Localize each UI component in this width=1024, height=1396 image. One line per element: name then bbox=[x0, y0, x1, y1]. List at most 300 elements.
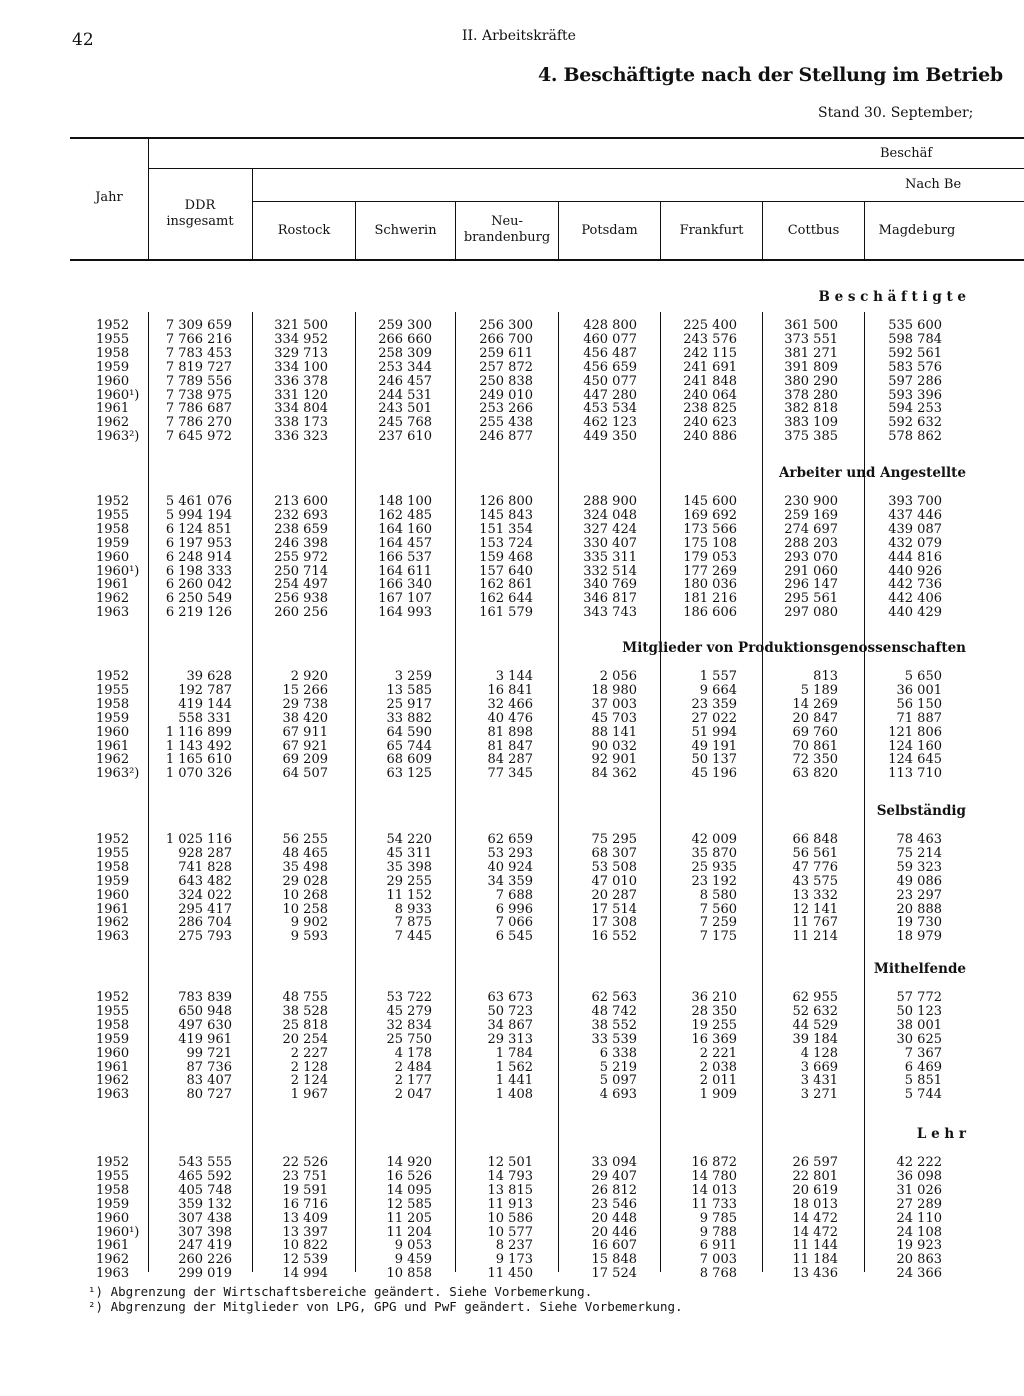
table-cell: 28 350 bbox=[691, 1003, 737, 1019]
table-cell: 169 692 bbox=[683, 507, 737, 523]
table-cell: 1 070 326 bbox=[165, 766, 232, 782]
table-row bbox=[0, 361, 1024, 375]
table-cell: 9 902 bbox=[290, 915, 328, 931]
table-row bbox=[0, 861, 1024, 875]
table-cell: 20 254 bbox=[282, 1031, 328, 1047]
table-row bbox=[0, 523, 1024, 537]
table-cell: 296 147 bbox=[784, 577, 838, 593]
table-cell: 12 539 bbox=[282, 1252, 328, 1268]
table-cell: 51 994 bbox=[691, 724, 737, 740]
table-cell: 593 396 bbox=[888, 387, 942, 403]
table-cell: 15 848 bbox=[591, 1252, 637, 1268]
table-cell: 11 214 bbox=[792, 929, 838, 945]
table-row bbox=[0, 578, 1024, 592]
table-cell: 9 459 bbox=[394, 1252, 432, 1268]
table-row bbox=[0, 740, 1024, 754]
table-cell: 295 561 bbox=[784, 591, 838, 607]
table-cell: 80 727 bbox=[186, 1087, 232, 1103]
row-year: 1962 bbox=[96, 415, 130, 431]
table-cell: 32 834 bbox=[386, 1017, 432, 1033]
table-row bbox=[0, 903, 1024, 917]
row-year: 1959 bbox=[96, 359, 130, 375]
table-cell: 225 400 bbox=[683, 318, 737, 333]
row-year: 1955 bbox=[96, 1168, 130, 1184]
table-cell: 14 472 bbox=[792, 1224, 838, 1240]
table-cell: 164 993 bbox=[378, 605, 432, 621]
row-year: 1959 bbox=[96, 535, 130, 551]
row-year: 1958 bbox=[96, 521, 130, 537]
row-year: 1960¹) bbox=[96, 563, 140, 579]
table-cell: 14 472 bbox=[792, 1210, 838, 1226]
table-cell: 24 110 bbox=[896, 1210, 942, 1226]
table-cell: 113 710 bbox=[888, 766, 942, 782]
table-cell: 465 592 bbox=[178, 1168, 232, 1184]
table-cell: 7 003 bbox=[699, 1252, 737, 1268]
table-cell: 380 290 bbox=[784, 373, 838, 389]
table-cell: 8 237 bbox=[495, 1238, 533, 1254]
table-cell: 66 848 bbox=[792, 832, 838, 847]
table-cell: 583 576 bbox=[888, 359, 942, 375]
table-cell: 23 546 bbox=[591, 1196, 637, 1212]
table-cell: 3 144 bbox=[495, 669, 533, 684]
table-cell: 56 561 bbox=[792, 845, 838, 861]
table-cell: 232 693 bbox=[274, 507, 328, 523]
table-cell: 240 064 bbox=[683, 387, 737, 403]
body-col-rule bbox=[864, 312, 865, 1272]
table-cell: 543 555 bbox=[178, 1155, 232, 1170]
table-cell: 186 606 bbox=[683, 605, 737, 621]
table-cell: 47 776 bbox=[792, 859, 838, 875]
table-cell: 334 804 bbox=[274, 401, 328, 417]
header-total-line2: insgesamt bbox=[166, 214, 234, 229]
table-cell: 440 926 bbox=[888, 563, 942, 579]
table-cell: 7 560 bbox=[699, 901, 737, 917]
table-cell: 20 287 bbox=[591, 887, 637, 903]
table-cell: 7 309 659 bbox=[165, 318, 232, 333]
table-cell: 11 152 bbox=[386, 887, 432, 903]
table-cell: 5 994 194 bbox=[165, 507, 232, 523]
table-cell: 56 255 bbox=[282, 832, 328, 847]
row-year: 1960 bbox=[96, 887, 130, 903]
table-cell: 8 580 bbox=[699, 887, 737, 903]
table-cell: 14 269 bbox=[792, 696, 838, 712]
table-cell: 307 438 bbox=[178, 1210, 232, 1226]
table-cell: 327 424 bbox=[583, 521, 637, 537]
table-cell: 11 204 bbox=[386, 1224, 432, 1240]
table-row bbox=[0, 389, 1024, 403]
table-cell: 7 367 bbox=[904, 1045, 942, 1061]
table-cell: 7 786 687 bbox=[165, 401, 232, 417]
table-cell: 22 526 bbox=[282, 1155, 328, 1170]
table-cell: 453 534 bbox=[583, 401, 637, 417]
table-cell: 23 297 bbox=[896, 887, 942, 903]
table-cell: 56 150 bbox=[896, 696, 942, 712]
table-cell: 237 610 bbox=[378, 429, 432, 445]
table-cell: 192 787 bbox=[178, 682, 232, 698]
table-cell: 295 417 bbox=[178, 901, 232, 917]
row-year: 1963 bbox=[96, 1087, 130, 1103]
table-cell: 5 461 076 bbox=[165, 494, 232, 509]
table-cell: 87 736 bbox=[186, 1059, 232, 1075]
table-cell: 26 597 bbox=[792, 1155, 838, 1170]
table-cell: 243 501 bbox=[378, 401, 432, 417]
table-cell: 38 552 bbox=[591, 1017, 637, 1033]
table-cell: 442 736 bbox=[888, 577, 942, 593]
table-cell: 19 923 bbox=[896, 1238, 942, 1254]
table-row bbox=[0, 1239, 1024, 1253]
table-cell: 4 178 bbox=[394, 1045, 432, 1061]
table-cell: 2 056 bbox=[599, 669, 637, 684]
table-cell: 274 697 bbox=[784, 521, 838, 537]
table-cell: 335 311 bbox=[583, 549, 637, 565]
table-cell: 14 793 bbox=[487, 1168, 533, 1184]
table-row bbox=[0, 875, 1024, 889]
row-year: 1962 bbox=[96, 915, 130, 931]
table-cell: 63 125 bbox=[386, 766, 432, 782]
table-cell: 63 673 bbox=[487, 990, 533, 1005]
table-cell: 260 256 bbox=[274, 605, 328, 621]
table-cell: 14 013 bbox=[691, 1182, 737, 1198]
row-year: 1952 bbox=[96, 832, 130, 847]
table-row bbox=[0, 1267, 1024, 1281]
table-row bbox=[0, 592, 1024, 606]
table-cell: 16 716 bbox=[282, 1196, 328, 1212]
table-cell: 18 979 bbox=[896, 929, 942, 945]
table-cell: 440 429 bbox=[888, 605, 942, 621]
row-year: 1962 bbox=[96, 1252, 130, 1268]
table-cell: 35 870 bbox=[691, 845, 737, 861]
table-row bbox=[0, 753, 1024, 767]
table-cell: 25 935 bbox=[691, 859, 737, 875]
table-cell: 8 768 bbox=[699, 1266, 737, 1282]
table-cell: 419 144 bbox=[178, 696, 232, 712]
table-cell: 405 748 bbox=[178, 1182, 232, 1198]
table-cell: 331 120 bbox=[274, 387, 328, 403]
row-year: 1960 bbox=[96, 373, 130, 389]
row-year: 1959 bbox=[96, 873, 130, 889]
table-cell: 2 221 bbox=[699, 1045, 737, 1061]
row-year: 1958 bbox=[96, 345, 130, 361]
table-row bbox=[0, 1226, 1024, 1240]
table-cell: 240 886 bbox=[683, 429, 737, 445]
row-year: 1961 bbox=[96, 1238, 130, 1254]
table-cell: 324 048 bbox=[583, 507, 637, 523]
table-cell: 250 838 bbox=[479, 373, 533, 389]
header-col-neubrandenburg-line2: brandenburg bbox=[463, 230, 551, 245]
table-cell: 14 994 bbox=[282, 1266, 328, 1282]
table-cell: 3 431 bbox=[800, 1073, 838, 1089]
row-year: 1963 bbox=[96, 1266, 130, 1282]
table-cell: 14 920 bbox=[386, 1155, 432, 1170]
row-year: 1955 bbox=[96, 331, 130, 347]
table-cell: 7 766 216 bbox=[165, 331, 232, 347]
table-cell: 124 160 bbox=[888, 738, 942, 754]
table-cell: 449 350 bbox=[583, 429, 637, 445]
table-row bbox=[0, 889, 1024, 903]
table-cell: 1 165 610 bbox=[165, 752, 232, 768]
table-row bbox=[0, 698, 1024, 712]
row-year: 1961 bbox=[96, 401, 130, 417]
table-cell: 44 529 bbox=[792, 1017, 838, 1033]
table-cell: 166 537 bbox=[378, 549, 432, 565]
table-cell: 62 563 bbox=[591, 990, 637, 1005]
table-cell: 23 192 bbox=[691, 873, 737, 889]
table-row bbox=[0, 416, 1024, 430]
table-cell: 598 784 bbox=[888, 331, 942, 347]
table-cell: 247 419 bbox=[178, 1238, 232, 1254]
table-cell: 340 769 bbox=[583, 577, 637, 593]
table-cell: 29 738 bbox=[282, 696, 328, 712]
table-cell: 9 593 bbox=[290, 929, 328, 945]
table-row bbox=[0, 1005, 1024, 1019]
table-cell: 53 508 bbox=[591, 859, 637, 875]
table-subtitle: Stand 30. September; bbox=[818, 105, 974, 121]
table-cell: 33 882 bbox=[386, 710, 432, 726]
table-cell: 43 575 bbox=[792, 873, 838, 889]
table-row bbox=[0, 670, 1024, 684]
table-cell: 535 600 bbox=[888, 318, 942, 333]
table-cell: 361 500 bbox=[784, 318, 838, 333]
table-cell: 249 010 bbox=[479, 387, 533, 403]
row-year: 1960 bbox=[96, 1210, 130, 1226]
table-cell: 13 397 bbox=[282, 1224, 328, 1240]
table-row bbox=[0, 1047, 1024, 1061]
table-cell: 1 441 bbox=[495, 1073, 533, 1089]
table-cell: 69 209 bbox=[282, 752, 328, 768]
table-cell: 36 098 bbox=[896, 1168, 942, 1184]
table-cell: 7 783 453 bbox=[165, 345, 232, 361]
table-row bbox=[0, 684, 1024, 698]
table-cell: 49 086 bbox=[896, 873, 942, 889]
body-col-rule bbox=[148, 312, 149, 1272]
table-row bbox=[0, 991, 1024, 1005]
table-cell: 45 279 bbox=[386, 1003, 432, 1019]
table-cell: 428 800 bbox=[583, 318, 637, 333]
body-col-rule bbox=[455, 312, 456, 1272]
table-cell: 230 900 bbox=[784, 494, 838, 509]
table-cell: 6 338 bbox=[599, 1045, 637, 1061]
table-row bbox=[0, 1198, 1024, 1212]
table-cell: 10 822 bbox=[282, 1238, 328, 1254]
table-cell: 162 644 bbox=[479, 591, 533, 607]
row-year: 1958 bbox=[96, 1182, 130, 1198]
table-cell: 1 562 bbox=[495, 1059, 533, 1075]
table-cell: 20 446 bbox=[591, 1224, 637, 1240]
table-cell: 266 660 bbox=[378, 331, 432, 347]
table-cell: 6 469 bbox=[904, 1059, 942, 1075]
row-year: 1952 bbox=[96, 494, 130, 509]
table-cell: 52 632 bbox=[792, 1003, 838, 1019]
table-cell: 330 407 bbox=[583, 535, 637, 551]
table-cell: 81 898 bbox=[487, 724, 533, 740]
table-cell: 324 022 bbox=[178, 887, 232, 903]
header-col-neubrandenburg-line1: Neu- bbox=[491, 214, 523, 229]
table-cell: 177 269 bbox=[683, 563, 737, 579]
table-cell: 288 900 bbox=[583, 494, 637, 509]
table-cell: 256 938 bbox=[274, 591, 328, 607]
body-col-rule bbox=[558, 312, 559, 1272]
table-cell: 597 286 bbox=[888, 373, 942, 389]
table-cell: 99 721 bbox=[186, 1045, 232, 1061]
table-cell: 393 700 bbox=[888, 494, 942, 509]
table-cell: 9 788 bbox=[699, 1224, 737, 1240]
table-cell: 151 354 bbox=[479, 521, 533, 537]
table-cell: 592 632 bbox=[888, 415, 942, 431]
table-cell: 359 132 bbox=[178, 1196, 232, 1212]
table-cell: 6 124 851 bbox=[165, 521, 232, 537]
table-cell: 241 848 bbox=[683, 373, 737, 389]
table-cell: 67 911 bbox=[282, 724, 328, 740]
table-cell: 29 313 bbox=[487, 1031, 533, 1047]
table-cell: 29 028 bbox=[282, 873, 328, 889]
row-year: 1960 bbox=[96, 1045, 130, 1061]
table-cell: 243 576 bbox=[683, 331, 737, 347]
row-year: 1952 bbox=[96, 990, 130, 1005]
table-cell: 7 789 556 bbox=[165, 373, 232, 389]
table-cell: 259 169 bbox=[784, 507, 838, 523]
table-cell: 9 785 bbox=[699, 1210, 737, 1226]
table-cell: 7 445 bbox=[394, 929, 432, 945]
row-year: 1961 bbox=[96, 1059, 130, 1075]
table-cell: 6 996 bbox=[495, 901, 533, 917]
table-cell: 213 600 bbox=[274, 494, 328, 509]
table-cell: 26 812 bbox=[591, 1182, 637, 1198]
table-cell: 27 022 bbox=[691, 710, 737, 726]
table-cell: 33 539 bbox=[591, 1031, 637, 1047]
table-row bbox=[0, 1061, 1024, 1075]
table-cell: 2 124 bbox=[290, 1073, 328, 1089]
section-title: B e s c h ä f t i g t e bbox=[818, 289, 966, 305]
table-cell: 38 528 bbox=[282, 1003, 328, 1019]
row-year: 1958 bbox=[96, 1017, 130, 1033]
table-cell: 53 293 bbox=[487, 845, 533, 861]
table-cell: 1 784 bbox=[495, 1045, 533, 1061]
table-row bbox=[0, 1212, 1024, 1226]
table-cell: 63 820 bbox=[792, 766, 838, 782]
table-cell: 1 143 492 bbox=[165, 738, 232, 754]
table-cell: 259 611 bbox=[479, 345, 533, 361]
table-cell: 16 552 bbox=[591, 929, 637, 945]
table-cell: 11 184 bbox=[792, 1252, 838, 1268]
table-cell: 1 557 bbox=[699, 669, 737, 684]
table-cell: 7 645 972 bbox=[165, 429, 232, 445]
table-cell: 11 767 bbox=[792, 915, 838, 931]
row-year: 1963 bbox=[96, 605, 130, 621]
table-cell: 11 205 bbox=[386, 1210, 432, 1226]
table-cell: 255 438 bbox=[479, 415, 533, 431]
table-cell: 813 bbox=[813, 669, 838, 684]
table-row bbox=[0, 1253, 1024, 1267]
table-cell: 275 793 bbox=[178, 929, 232, 945]
table-cell: 92 901 bbox=[591, 752, 637, 768]
table-cell: 256 300 bbox=[479, 318, 533, 333]
table-cell: 241 691 bbox=[683, 359, 737, 375]
table-cell: 9 173 bbox=[495, 1252, 533, 1268]
table-row bbox=[0, 767, 1024, 781]
table-cell: 4 128 bbox=[800, 1045, 838, 1061]
table-row bbox=[0, 1074, 1024, 1088]
table-cell: 13 409 bbox=[282, 1210, 328, 1226]
table-row bbox=[0, 1184, 1024, 1198]
table-cell: 13 436 bbox=[792, 1266, 838, 1282]
table-cell: 373 551 bbox=[784, 331, 838, 347]
table-cell: 126 800 bbox=[479, 494, 533, 509]
row-year: 1955 bbox=[96, 507, 130, 523]
header-top-rule bbox=[70, 137, 1024, 139]
header-col-rostock: Rostock bbox=[277, 223, 331, 238]
table-cell: 259 300 bbox=[378, 318, 432, 333]
chapter-heading: II. Arbeitskräfte bbox=[462, 28, 576, 44]
table-cell: 83 407 bbox=[186, 1073, 232, 1089]
table-cell: 329 713 bbox=[274, 345, 328, 361]
header-col-cottbus: Cottbus bbox=[787, 223, 840, 238]
table-cell: 167 107 bbox=[378, 591, 432, 607]
table-cell: 1 909 bbox=[699, 1087, 737, 1103]
table-cell: 10 258 bbox=[282, 901, 328, 917]
table-cell: 391 809 bbox=[784, 359, 838, 375]
table-cell: 13 332 bbox=[792, 887, 838, 903]
table-row bbox=[0, 1088, 1024, 1102]
header-subgroup-rule bbox=[253, 201, 1024, 202]
table-cell: 594 253 bbox=[888, 401, 942, 417]
row-year: 1959 bbox=[96, 710, 130, 726]
table-cell: 50 723 bbox=[487, 1003, 533, 1019]
table-cell: 32 466 bbox=[487, 696, 533, 712]
table-cell: 17 514 bbox=[591, 901, 637, 917]
table-cell: 13 585 bbox=[386, 682, 432, 698]
table-row bbox=[0, 430, 1024, 444]
table-cell: 62 955 bbox=[792, 990, 838, 1005]
table-cell: 68 609 bbox=[386, 752, 432, 768]
table-title: 4. Beschäftigte nach der Stellung im Betrieb bbox=[538, 64, 1003, 86]
table-cell: 12 141 bbox=[792, 901, 838, 917]
table-cell: 447 280 bbox=[583, 387, 637, 403]
table-cell: 20 863 bbox=[896, 1252, 942, 1268]
page-number: 42 bbox=[72, 30, 94, 50]
table-cell: 255 972 bbox=[274, 549, 328, 565]
table-cell: 254 497 bbox=[274, 577, 328, 593]
table-cell: 34 359 bbox=[487, 873, 533, 889]
row-year: 1960¹) bbox=[96, 387, 140, 403]
table-cell: 286 704 bbox=[178, 915, 232, 931]
row-year: 1963 bbox=[96, 929, 130, 945]
table-cell: 17 524 bbox=[591, 1266, 637, 1282]
table-cell: 2 011 bbox=[699, 1073, 737, 1089]
table-cell: 332 514 bbox=[583, 563, 637, 579]
table-cell: 18 980 bbox=[591, 682, 637, 698]
table-row bbox=[0, 509, 1024, 523]
table-cell: 5 219 bbox=[599, 1059, 637, 1075]
table-cell: 336 378 bbox=[274, 373, 328, 389]
table-cell: 10 577 bbox=[487, 1224, 533, 1240]
table-cell: 299 019 bbox=[178, 1266, 232, 1282]
table-cell: 164 611 bbox=[378, 563, 432, 579]
table-cell: 12 501 bbox=[487, 1155, 533, 1170]
table-cell: 54 220 bbox=[386, 832, 432, 847]
table-row bbox=[0, 847, 1024, 861]
table-cell: 16 526 bbox=[386, 1168, 432, 1184]
table-cell: 40 924 bbox=[487, 859, 533, 875]
table-cell: 240 623 bbox=[683, 415, 737, 431]
table-cell: 90 032 bbox=[591, 738, 637, 754]
table-cell: 77 345 bbox=[487, 766, 533, 782]
table-cell: 1 025 116 bbox=[165, 832, 232, 847]
table-cell: 159 468 bbox=[479, 549, 533, 565]
table-cell: 39 184 bbox=[792, 1031, 838, 1047]
section-title: Selbständig bbox=[876, 803, 966, 819]
table-cell: 25 818 bbox=[282, 1017, 328, 1033]
table-cell: 266 700 bbox=[479, 331, 533, 347]
